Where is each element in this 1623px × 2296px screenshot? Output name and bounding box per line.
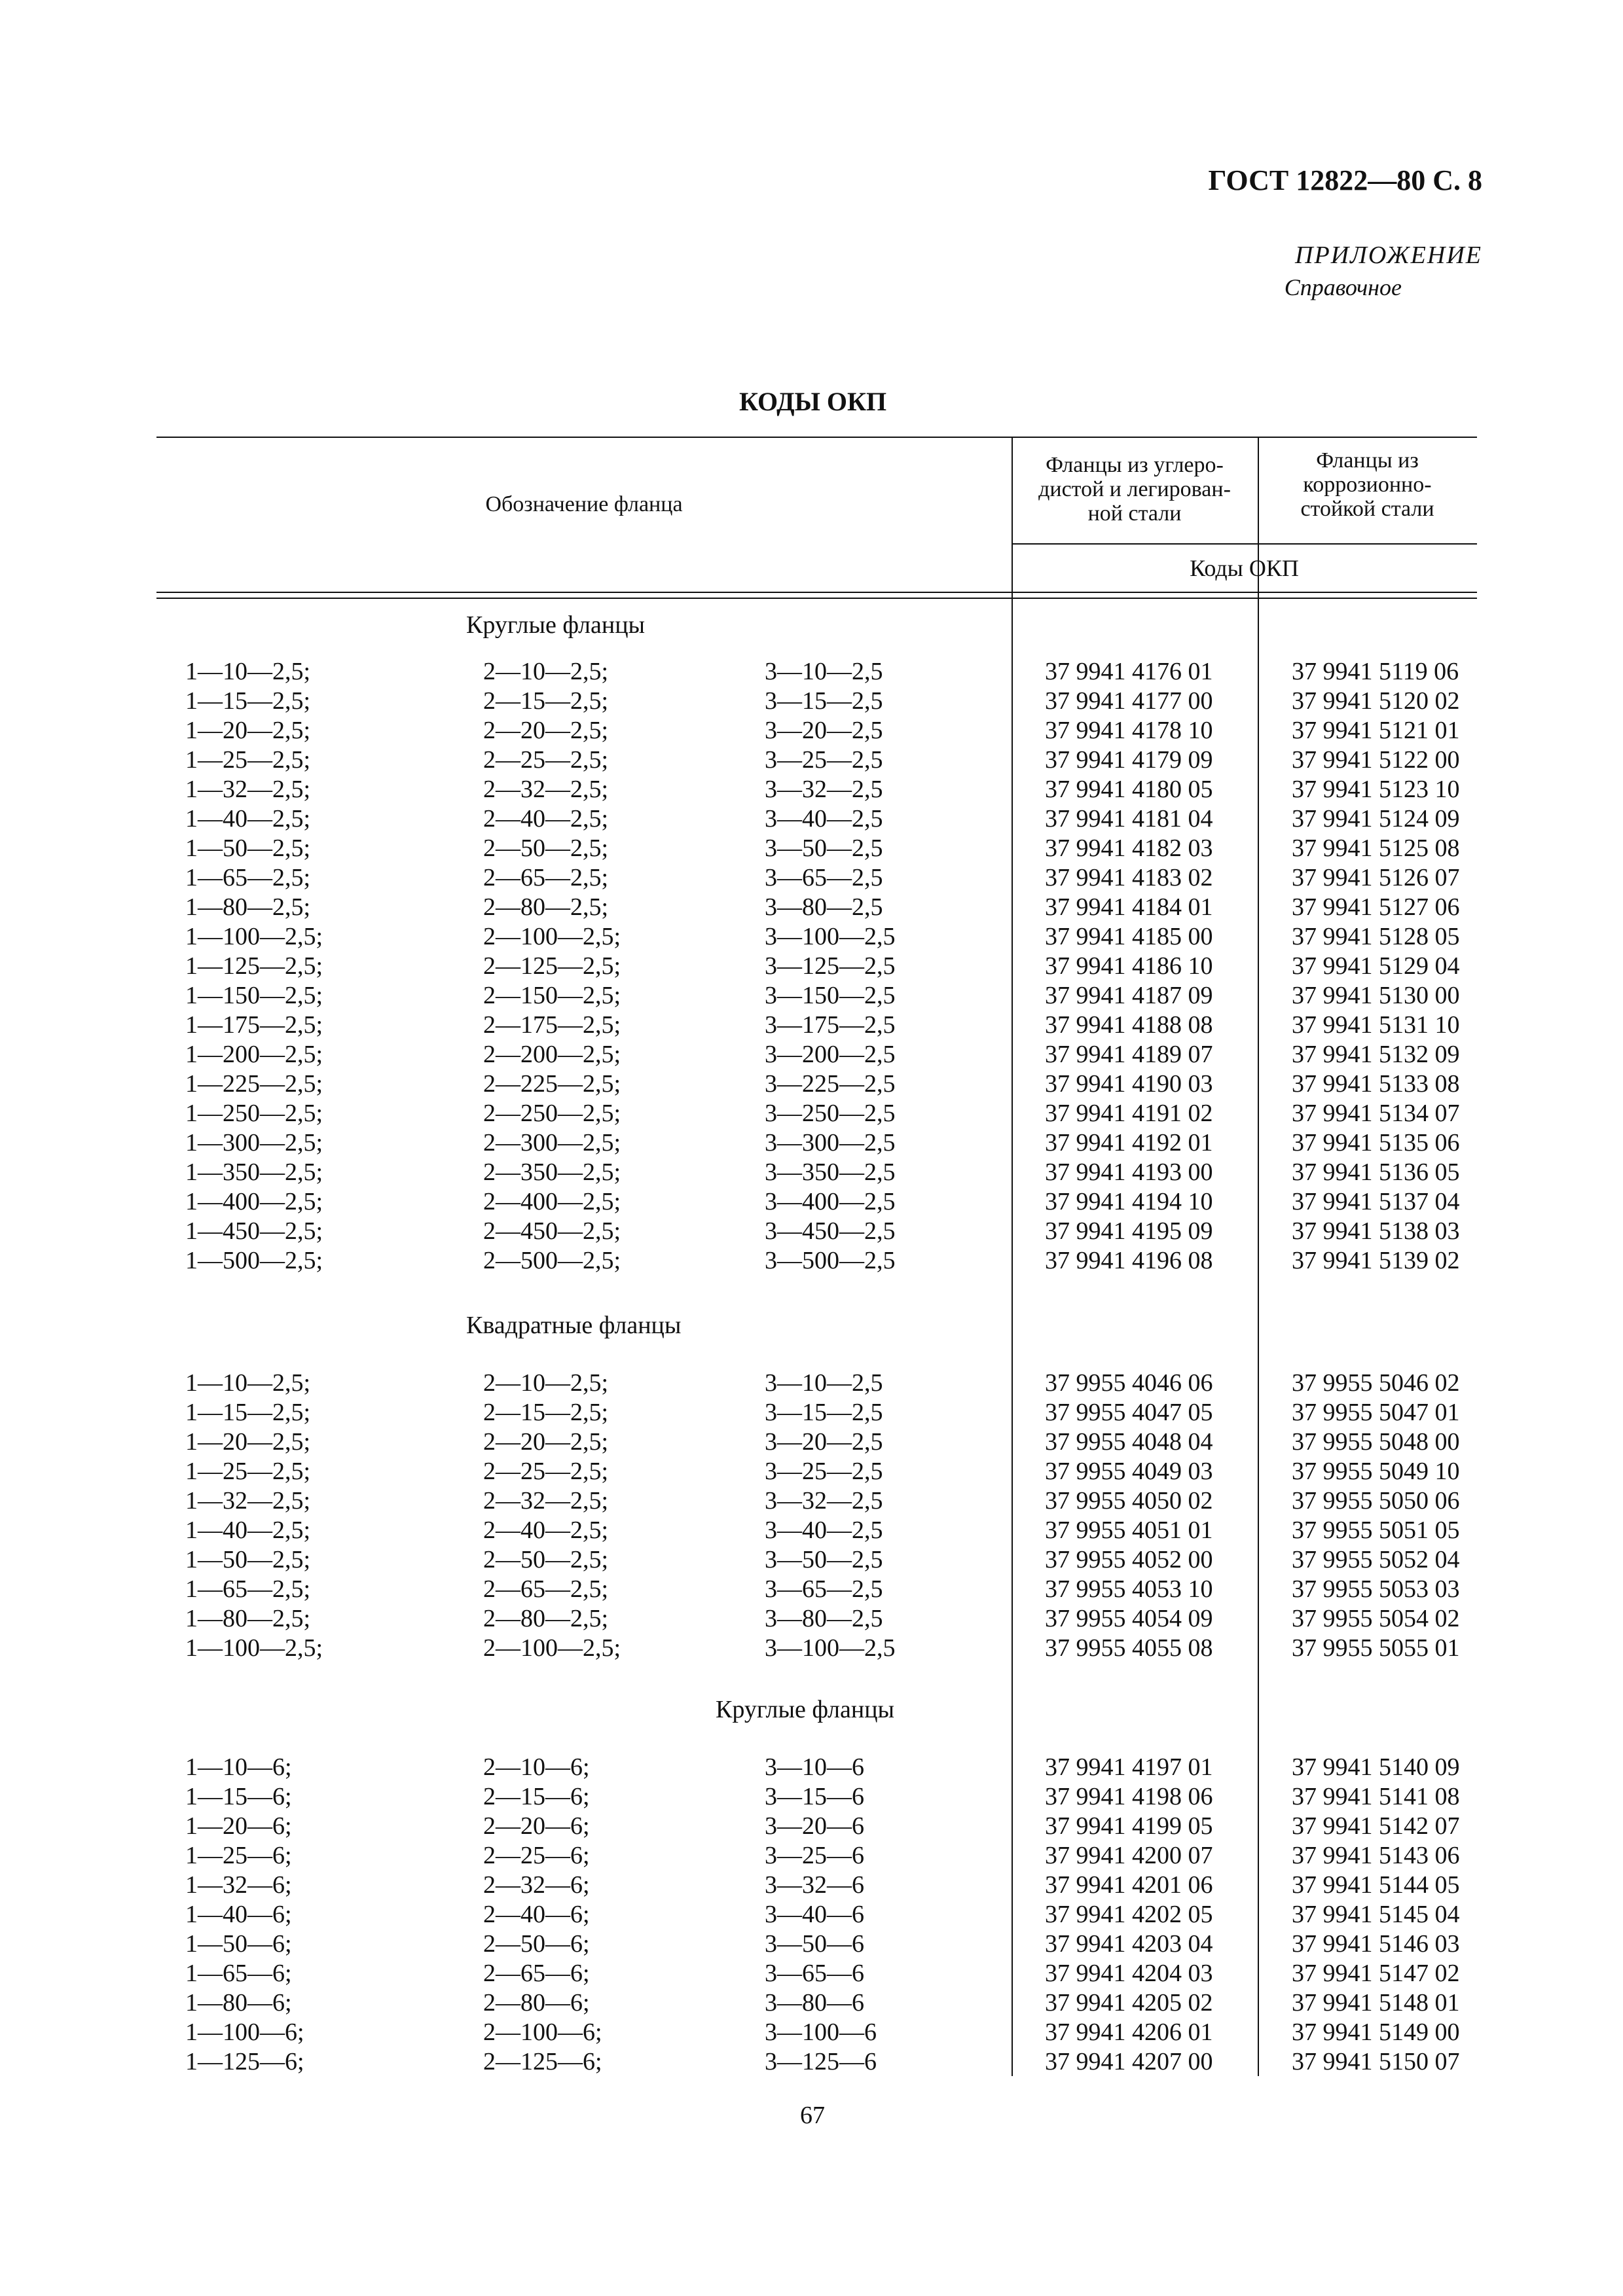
section-title: Круглые фланцы (466, 611, 646, 639)
designation-type-3: 3—80—6 (765, 1989, 864, 2017)
designation-type-2: 2—20—6; (483, 1812, 590, 1840)
section-rows (0, 1369, 1623, 1663)
code-carbon-steel: 37 9941 4176 01 (1045, 658, 1213, 685)
designation-type-2: 2—450—2,5; (483, 1217, 621, 1245)
table-row (0, 1959, 1623, 1988)
code-stainless-steel: 37 9941 5149 00 (1292, 2018, 1460, 2046)
code-stainless-steel: 37 9941 5129 04 (1292, 952, 1460, 980)
header-bottom-rule-2 (156, 598, 1477, 599)
designation-type-3: 3—20—6 (765, 1812, 864, 1840)
designation-type-1: 1—50—2,5; (185, 1546, 311, 1573)
code-carbon-steel: 37 9941 4186 10 (1045, 952, 1213, 980)
designation-type-1: 1—40—2,5; (185, 1516, 311, 1544)
code-stainless-steel: 37 9941 5147 02 (1292, 1960, 1460, 1987)
code-stainless-steel: 37 9955 5046 02 (1292, 1369, 1460, 1397)
designation-type-1: 1—100—2,5; (185, 923, 323, 950)
code-carbon-steel: 37 9941 4198 06 (1045, 1783, 1213, 1810)
designation-type-2: 2—40—2,5; (483, 805, 609, 833)
designation-type-2: 2—175—2,5; (483, 1011, 621, 1039)
designation-type-3: 3—65—6 (765, 1960, 864, 1987)
table-top-rule (156, 437, 1477, 438)
designation-type-2: 2—100—2,5; (483, 1634, 621, 1662)
table-row (0, 1158, 1623, 1187)
designation-type-3: 3—32—2,5 (765, 776, 883, 803)
code-carbon-steel: 37 9955 4052 00 (1045, 1546, 1213, 1573)
designation-type-2: 2—300—2,5; (483, 1129, 621, 1157)
section-title: Круглые фланцы (716, 1696, 895, 1723)
code-stainless-steel: 37 9941 5119 06 (1292, 658, 1459, 685)
designation-type-1: 1—225—2,5; (185, 1070, 323, 1098)
designation-type-1: 1—125—2,5; (185, 952, 323, 980)
code-carbon-steel: 37 9941 4194 10 (1045, 1188, 1213, 1215)
code-stainless-steel: 37 9941 5128 05 (1292, 923, 1460, 950)
code-stainless-steel: 37 9941 5144 05 (1292, 1871, 1460, 1899)
code-carbon-steel: 37 9941 4181 04 (1045, 805, 1213, 833)
appendix-label: ПРИЛОЖЕНИЕ (1295, 242, 1482, 269)
designation-type-1: 1—175—2,5; (185, 1011, 323, 1039)
table-row (0, 1516, 1623, 1545)
table-row (0, 1782, 1623, 1812)
table-row (0, 804, 1623, 834)
designation-type-2: 2—125—2,5; (483, 952, 621, 980)
code-carbon-steel: 37 9955 4051 01 (1045, 1516, 1213, 1544)
table-row (0, 952, 1623, 981)
designation-type-3: 3—15—2,5 (765, 1399, 883, 1426)
code-carbon-steel: 37 9941 4187 09 (1045, 982, 1213, 1009)
code-carbon-steel: 37 9941 4178 10 (1045, 717, 1213, 744)
code-stainless-steel: 37 9941 5126 07 (1292, 864, 1460, 891)
designation-type-1: 1—25—6; (185, 1842, 292, 1869)
designation-type-3: 3—20—2,5 (765, 1428, 883, 1456)
designation-type-2: 2—50—2,5; (483, 834, 609, 862)
designation-type-2: 2—10—6; (483, 1753, 590, 1781)
section-title: Квадратные фланцы (466, 1312, 682, 1339)
table-row (0, 981, 1623, 1011)
table-row (0, 745, 1623, 775)
designation-type-1: 1—150—2,5; (185, 982, 323, 1009)
designation-type-1: 1—350—2,5; (185, 1158, 323, 1186)
designation-type-1: 1—400—2,5; (185, 1188, 323, 1215)
table-row (0, 1369, 1623, 1398)
code-stainless-steel: 37 9955 5049 10 (1292, 1458, 1460, 1485)
designation-type-1: 1—25—2,5; (185, 1458, 311, 1485)
designation-type-2: 2—32—2,5; (483, 1487, 609, 1515)
table-row (0, 1187, 1623, 1217)
table-row (0, 1427, 1623, 1457)
table-row (0, 1069, 1623, 1099)
designation-type-3: 3—125—6 (765, 2048, 877, 2075)
table-row (0, 1011, 1623, 1040)
code-stainless-steel: 37 9941 5135 06 (1292, 1129, 1460, 1157)
table-row (0, 775, 1623, 804)
code-stainless-steel: 37 9955 5051 05 (1292, 1516, 1460, 1544)
designation-type-1: 1—100—2,5; (185, 1634, 323, 1662)
table-row (0, 893, 1623, 922)
code-stainless-steel: 37 9941 5136 05 (1292, 1158, 1460, 1186)
designation-type-2: 2—80—6; (483, 1989, 590, 2017)
designation-type-3: 3—40—6 (765, 1901, 864, 1928)
designation-type-3: 3—100—6 (765, 2018, 877, 2046)
table-row (0, 863, 1623, 893)
table-row (0, 1812, 1623, 1841)
designation-type-2: 2—40—2,5; (483, 1516, 609, 1544)
designation-type-3: 3—65—2,5 (765, 864, 883, 891)
table-row (0, 1988, 1623, 2018)
code-carbon-steel: 37 9941 4199 05 (1045, 1812, 1213, 1840)
code-carbon-steel: 37 9941 4207 00 (1045, 2048, 1213, 2075)
designation-type-3: 3—50—6 (765, 1930, 864, 1958)
designation-type-2: 2—65—2,5; (483, 864, 609, 891)
code-stainless-steel: 37 9955 5047 01 (1292, 1399, 1460, 1426)
designation-type-1: 1—40—6; (185, 1901, 292, 1928)
designation-type-2: 2—100—6; (483, 2018, 602, 2046)
code-stainless-steel: 37 9941 5143 06 (1292, 1842, 1460, 1869)
code-carbon-steel: 37 9941 4201 06 (1045, 1871, 1213, 1899)
designation-type-2: 2—32—6; (483, 1871, 590, 1899)
designation-type-1: 1—10—6; (185, 1753, 292, 1781)
designation-type-2: 2—50—2,5; (483, 1546, 609, 1573)
designation-type-3: 3—40—2,5 (765, 1516, 883, 1544)
header-mid-rule (1012, 543, 1477, 545)
designation-type-1: 1—80—2,5; (185, 1605, 311, 1632)
document-code: ГОСТ 12822—80 С. 8 (1208, 164, 1482, 196)
designation-type-3: 3—65—2,5 (765, 1575, 883, 1603)
designation-type-1: 1—20—2,5; (185, 1428, 311, 1456)
code-stainless-steel: 37 9941 5148 01 (1292, 1989, 1460, 2017)
designation-type-1: 1—10—2,5; (185, 658, 311, 685)
designation-type-2: 2—25—2,5; (483, 1458, 609, 1485)
designation-type-2: 2—65—6; (483, 1960, 590, 1987)
designation-type-3: 3—175—2,5 (765, 1011, 896, 1039)
designation-type-2: 2—20—2,5; (483, 717, 609, 744)
designation-type-2: 2—125—6; (483, 2048, 602, 2075)
designation-type-2: 2—25—2,5; (483, 746, 609, 774)
designation-type-3: 3—300—2,5 (765, 1129, 896, 1157)
designation-type-2: 2—50—6; (483, 1930, 590, 1958)
section-rows (0, 1753, 1623, 2077)
designation-type-3: 3—100—2,5 (765, 1634, 896, 1662)
code-carbon-steel: 37 9941 4203 04 (1045, 1930, 1213, 1958)
designation-type-3: 3—100—2,5 (765, 923, 896, 950)
code-carbon-steel: 37 9941 4192 01 (1045, 1129, 1213, 1157)
table-row (0, 1871, 1623, 1900)
appendix-type: Справочное (1284, 274, 1402, 300)
code-stainless-steel: 37 9941 5130 00 (1292, 982, 1460, 1009)
code-stainless-steel: 37 9941 5146 03 (1292, 1930, 1460, 1958)
code-carbon-steel: 37 9941 4184 01 (1045, 893, 1213, 921)
code-stainless-steel: 37 9941 5139 02 (1292, 1247, 1460, 1274)
code-stainless-steel: 37 9941 5124 09 (1292, 805, 1460, 833)
table-row (0, 1486, 1623, 1516)
table-row (0, 1900, 1623, 1929)
code-stainless-steel: 37 9955 5052 04 (1292, 1546, 1460, 1573)
code-stainless-steel: 37 9955 5054 02 (1292, 1605, 1460, 1632)
designation-type-3: 3—50—2,5 (765, 1546, 883, 1573)
designation-type-1: 1—20—6; (185, 1812, 292, 1840)
designation-type-1: 1—100—6; (185, 2018, 304, 2046)
designation-type-3: 3—150—2,5 (765, 982, 896, 1009)
designation-type-3: 3—500—2,5 (765, 1247, 896, 1274)
designation-type-2: 2—225—2,5; (483, 1070, 621, 1098)
designation-type-3: 3—80—2,5 (765, 893, 883, 921)
code-stainless-steel: 37 9941 5138 03 (1292, 1217, 1460, 1245)
designation-type-1: 1—65—6; (185, 1960, 292, 1987)
table-row (0, 657, 1623, 687)
designation-type-1: 1—25—2,5; (185, 746, 311, 774)
code-carbon-steel: 37 9941 4200 07 (1045, 1842, 1213, 1869)
designation-type-1: 1—300—2,5; (185, 1129, 323, 1157)
designation-type-2: 2—25—6; (483, 1842, 590, 1869)
designation-type-1: 1—80—6; (185, 1989, 292, 2017)
designation-type-3: 3—250—2,5 (765, 1100, 896, 1127)
table-row (0, 1457, 1623, 1486)
code-carbon-steel: 37 9955 4048 04 (1045, 1428, 1213, 1456)
header-designation: Обозначение фланца (485, 492, 683, 516)
designation-type-3: 3—25—2,5 (765, 746, 883, 774)
designation-type-1: 1—15—2,5; (185, 1399, 311, 1426)
designation-type-1: 1—15—6; (185, 1783, 292, 1810)
code-carbon-steel: 37 9941 4206 01 (1045, 2018, 1213, 2046)
designation-type-1: 1—125—6; (185, 2048, 304, 2075)
designation-type-1: 1—80—2,5; (185, 893, 311, 921)
code-stainless-steel: 37 9955 5055 01 (1292, 1634, 1460, 1662)
section-rows (0, 657, 1623, 1276)
code-stainless-steel: 37 9941 5120 02 (1292, 687, 1460, 715)
designation-type-1: 1—40—2,5; (185, 805, 311, 833)
designation-type-1: 1—50—2,5; (185, 834, 311, 862)
table-row (0, 1217, 1623, 1246)
code-carbon-steel: 37 9955 4046 06 (1045, 1369, 1213, 1397)
table-row (0, 1099, 1623, 1128)
code-carbon-steel: 37 9955 4050 02 (1045, 1487, 1213, 1515)
designation-type-2: 2—80—2,5; (483, 1605, 609, 1632)
table-row (0, 2018, 1623, 2047)
code-carbon-steel: 37 9941 4182 03 (1045, 834, 1213, 862)
designation-type-2: 2—32—2,5; (483, 776, 609, 803)
code-stainless-steel: 37 9941 5141 08 (1292, 1783, 1460, 1810)
code-carbon-steel: 37 9941 4185 00 (1045, 923, 1213, 950)
designation-type-2: 2—10—2,5; (483, 658, 609, 685)
designation-type-1: 1—15—2,5; (185, 687, 311, 715)
table-row (0, 1929, 1623, 1959)
code-stainless-steel: 37 9941 5133 08 (1292, 1070, 1460, 1098)
designation-type-2: 2—10—2,5; (483, 1369, 609, 1397)
designation-type-3: 3—200—2,5 (765, 1041, 896, 1068)
code-carbon-steel: 37 9941 4183 02 (1045, 864, 1213, 891)
designation-type-3: 3—450—2,5 (765, 1217, 896, 1245)
table-row (0, 834, 1623, 863)
header-stainless-steel: Фланцы из коррозионно- стойкой стали (1300, 448, 1434, 521)
code-carbon-steel: 37 9955 4054 09 (1045, 1605, 1213, 1632)
designation-type-2: 2—500—2,5; (483, 1247, 621, 1274)
table-row (0, 922, 1623, 952)
designation-type-1: 1—65—2,5; (185, 864, 311, 891)
designation-type-3: 3—225—2,5 (765, 1070, 896, 1098)
designation-type-2: 2—400—2,5; (483, 1188, 621, 1215)
designation-type-3: 3—15—6 (765, 1783, 864, 1810)
table-row (0, 1604, 1623, 1634)
designation-type-1: 1—250—2,5; (185, 1100, 323, 1127)
designation-type-3: 3—32—6 (765, 1871, 864, 1899)
designation-type-2: 2—200—2,5; (483, 1041, 621, 1068)
table-row (0, 1841, 1623, 1871)
designation-type-3: 3—10—2,5 (765, 1369, 883, 1397)
code-carbon-steel: 37 9941 4188 08 (1045, 1011, 1213, 1039)
designation-type-3: 3—40—2,5 (765, 805, 883, 833)
code-stainless-steel: 37 9941 5127 06 (1292, 893, 1460, 921)
code-stainless-steel: 37 9955 5050 06 (1292, 1487, 1460, 1515)
designation-type-3: 3—25—2,5 (765, 1458, 883, 1485)
code-stainless-steel: 37 9941 5123 10 (1292, 776, 1460, 803)
designation-type-1: 1—200—2,5; (185, 1041, 323, 1068)
designation-type-1: 1—50—6; (185, 1930, 292, 1958)
table-row (0, 716, 1623, 745)
code-carbon-steel: 37 9941 4189 07 (1045, 1041, 1213, 1068)
header-bottom-rule-1 (156, 592, 1477, 593)
code-stainless-steel: 37 9941 5142 07 (1292, 1812, 1460, 1840)
designation-type-1: 1—10—2,5; (185, 1369, 311, 1397)
designation-type-1: 1—500—2,5; (185, 1247, 323, 1274)
designation-type-2: 2—15—2,5; (483, 687, 609, 715)
code-carbon-steel: 37 9955 4049 03 (1045, 1458, 1213, 1485)
designation-type-2: 2—80—2,5; (483, 893, 609, 921)
designation-type-3: 3—20—2,5 (765, 717, 883, 744)
code-carbon-steel: 37 9941 4190 03 (1045, 1070, 1213, 1098)
table-row (0, 1040, 1623, 1069)
designation-type-1: 1—32—2,5; (185, 776, 311, 803)
code-carbon-steel: 37 9941 4195 09 (1045, 1217, 1213, 1245)
code-stainless-steel: 37 9941 5132 09 (1292, 1041, 1460, 1068)
designation-type-2: 2—15—2,5; (483, 1399, 609, 1426)
designation-type-2: 2—15—6; (483, 1783, 590, 1810)
designation-type-2: 2—100—2,5; (483, 923, 621, 950)
designation-type-1: 1—32—2,5; (185, 1487, 311, 1515)
code-stainless-steel: 37 9955 5048 00 (1292, 1428, 1460, 1456)
code-stainless-steel: 37 9955 5053 03 (1292, 1575, 1460, 1603)
code-carbon-steel: 37 9941 4205 02 (1045, 1989, 1213, 2017)
designation-type-1: 1—65—2,5; (185, 1575, 311, 1603)
table-row (0, 1634, 1623, 1663)
designation-type-1: 1—20—2,5; (185, 717, 311, 744)
code-stainless-steel: 37 9941 5121 01 (1292, 717, 1460, 744)
code-carbon-steel: 37 9955 4055 08 (1045, 1634, 1213, 1662)
designation-type-2: 2—250—2,5; (483, 1100, 621, 1127)
code-stainless-steel: 37 9941 5125 08 (1292, 834, 1460, 862)
code-stainless-steel: 37 9941 5150 07 (1292, 2048, 1460, 2075)
designation-type-3: 3—350—2,5 (765, 1158, 896, 1186)
table-title: КОДЫ ОКП (739, 387, 887, 416)
code-carbon-steel: 37 9955 4053 10 (1045, 1575, 1213, 1603)
table-row (0, 1398, 1623, 1427)
header-carbon-steel: Фланцы из углеро- дистой и легирован- ной стали (1038, 453, 1231, 526)
table-row (0, 2047, 1623, 2077)
designation-type-3: 3—25—6 (765, 1842, 864, 1869)
code-carbon-steel: 37 9941 4197 01 (1045, 1753, 1213, 1781)
designation-type-3: 3—50—2,5 (765, 834, 883, 862)
designation-type-2: 2—40—6; (483, 1901, 590, 1928)
code-stainless-steel: 37 9941 5134 07 (1292, 1100, 1460, 1127)
designation-type-1: 1—32—6; (185, 1871, 292, 1899)
designation-type-3: 3—400—2,5 (765, 1188, 896, 1215)
designation-type-3: 3—10—6 (765, 1753, 864, 1781)
table-row (0, 1575, 1623, 1604)
code-carbon-steel: 37 9941 4177 00 (1045, 687, 1213, 715)
designation-type-1: 1—450—2,5; (185, 1217, 323, 1245)
designation-type-3: 3—32—2,5 (765, 1487, 883, 1515)
code-carbon-steel: 37 9941 4204 03 (1045, 1960, 1213, 1987)
code-stainless-steel: 37 9941 5145 04 (1292, 1901, 1460, 1928)
table-row (0, 1545, 1623, 1575)
table-row (0, 1246, 1623, 1276)
designation-type-2: 2—65—2,5; (483, 1575, 609, 1603)
code-carbon-steel: 37 9941 4193 00 (1045, 1158, 1213, 1186)
code-stainless-steel: 37 9941 5122 00 (1292, 746, 1460, 774)
designation-type-3: 3—80—2,5 (765, 1605, 883, 1632)
table-row (0, 1128, 1623, 1158)
designation-type-3: 3—10—2,5 (765, 658, 883, 685)
code-carbon-steel: 37 9941 4202 05 (1045, 1901, 1213, 1928)
table-row (0, 1753, 1623, 1782)
code-carbon-steel: 37 9941 4196 08 (1045, 1247, 1213, 1274)
code-carbon-steel: 37 9941 4191 02 (1045, 1100, 1213, 1127)
code-stainless-steel: 37 9941 5140 09 (1292, 1753, 1460, 1781)
designation-type-2: 2—20—2,5; (483, 1428, 609, 1456)
code-stainless-steel: 37 9941 5131 10 (1292, 1011, 1460, 1039)
code-carbon-steel: 37 9941 4180 05 (1045, 776, 1213, 803)
designation-type-3: 3—15—2,5 (765, 687, 883, 715)
designation-type-2: 2—150—2,5; (483, 982, 621, 1009)
designation-type-2: 2—350—2,5; (483, 1158, 621, 1186)
code-carbon-steel: 37 9941 4179 09 (1045, 746, 1213, 774)
code-carbon-steel: 37 9955 4047 05 (1045, 1399, 1213, 1426)
page-number: 67 (800, 2102, 825, 2129)
designation-type-3: 3—125—2,5 (765, 952, 896, 980)
header-codes-okp: Коды ОКП (1190, 555, 1299, 581)
code-stainless-steel: 37 9941 5137 04 (1292, 1188, 1460, 1215)
table-row (0, 687, 1623, 716)
